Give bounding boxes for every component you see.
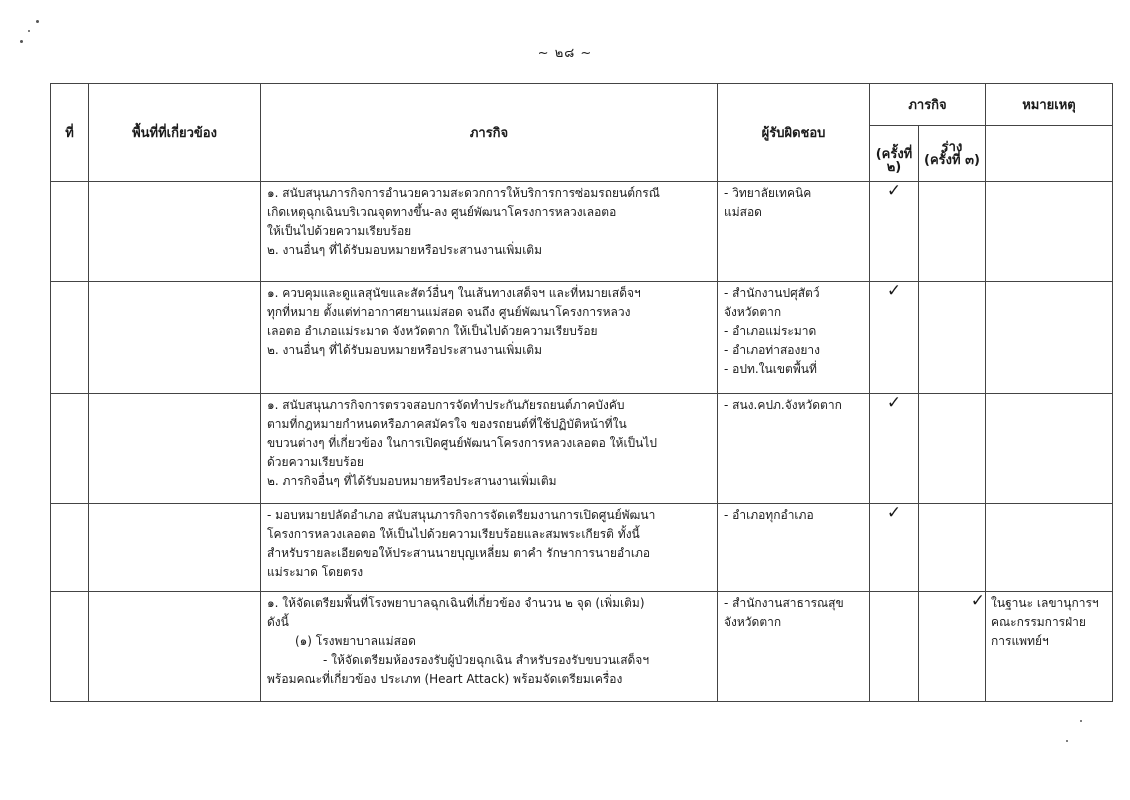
mission-line: ตามที่กฎหมายกำหนดหรือภาคสมัครใจ ของรถยนต์ที่ใช้ปฏิบัติหน้าที่ใน xyxy=(267,417,627,431)
mission-line: เลอตอ อำเภอแม่ระมาด จังหวัดตาก ให้เป็นไปด้วยความเรียบร้อย xyxy=(267,324,598,338)
mission-line: ๑. ให้จัดเตรียมพื้นที่โรงพยาบาลฉุกเฉินที่เกี่ยวข้อง จำนวน ๒ จุด (เพิ่มเติม) xyxy=(267,596,645,610)
cell-no xyxy=(51,592,89,702)
mission-line: ๒. ภารกิจอื่นๆ ที่ได้รับมอบหมายหรือประสานงานเพิ่มเติม xyxy=(267,474,557,488)
remark-line: การแพทย์ฯ xyxy=(991,634,1049,648)
mission-line: แม่ระมาด โดยตรง xyxy=(267,565,364,579)
cell-area xyxy=(89,282,261,394)
scan-speck xyxy=(36,20,39,23)
cell-responsible xyxy=(718,592,870,702)
scan-speck xyxy=(1066,740,1068,742)
table-row xyxy=(51,394,1113,504)
responsible-line: - วิทยาลัยเทคนิค xyxy=(724,186,812,200)
cell-round3 xyxy=(919,282,986,394)
cell-round2 xyxy=(870,282,919,394)
header-round3 xyxy=(919,126,986,182)
cell-area xyxy=(89,592,261,702)
responsible-line: - อปท.ในเขตพื้นที่ xyxy=(724,362,817,376)
cell-mission xyxy=(261,504,718,592)
mission-line: ดังนี้ xyxy=(267,615,289,629)
mission-line: สำหรับรายละเอียดขอให้ประสานนายบุญเหลี่ยม ตาคำ รักษาการนายอำเภอ xyxy=(267,546,651,560)
cell-mission xyxy=(261,182,718,282)
cell-round2 xyxy=(870,592,919,702)
cell-mission xyxy=(261,394,718,504)
header-mission-group: ภารกิจ xyxy=(870,84,986,126)
mission-line: ขบวนต่างๆ ที่เกี่ยวข้อง ในการเปิดศูนย์พัฒนาโครงการหลวงเลอตอ ให้เป็นไป xyxy=(267,436,658,450)
header-round2-label: (ครั้งที่ ๒) xyxy=(875,146,913,175)
remark-line: ในฐานะ เลขานุการฯ xyxy=(991,596,1099,610)
mission-line: ๑. สนับสนุนภารกิจการตรวจสอบการจัดทำประกันภัยรถยนต์ภาคบังคับ xyxy=(267,398,625,412)
responsible-line: จังหวัดตาก xyxy=(724,615,782,629)
scan-speck xyxy=(1080,720,1082,722)
cell-round3 xyxy=(919,592,986,702)
check-mark-icon: ✓ xyxy=(886,503,902,523)
cell-area xyxy=(89,394,261,504)
table-row xyxy=(51,504,1113,592)
remark-line: คณะกรรมการฝ่าย xyxy=(991,615,1086,629)
responsible-line: - อำเภอท่าสองยาง xyxy=(724,343,820,357)
header-remark-sub xyxy=(986,126,1113,182)
cell-remark xyxy=(986,282,1113,394)
scan-speck xyxy=(28,30,30,32)
header-round3-top: ร่าง xyxy=(941,139,963,155)
mission-line: - ให้จัดเตรียมห้องรองรับผู้ป่วยฉุกเฉิน สำหรับรองรับขบวนเสด็จฯ xyxy=(323,653,650,667)
cell-no xyxy=(51,182,89,282)
cell-responsible xyxy=(718,282,870,394)
cell-remark xyxy=(986,182,1113,282)
mission-line: ๒. งานอื่นๆ ที่ได้รับมอบหมายหรือประสานงานเพิ่มเติม xyxy=(267,343,542,357)
header-responsible: ผู้รับผิดชอบ xyxy=(718,84,870,182)
responsible-line: - สนง.คปภ.จังหวัดตาก xyxy=(724,398,842,412)
mission-line: ๑. ควบคุมและดูแลสุนัขและสัตว์อื่นๆ ในเส้นทางเสด็จฯ และที่หมายเสด็จฯ xyxy=(267,286,641,300)
mission-line: โครงการหลวงเลอตอ ให้เป็นไปด้วยความเรียบร้อยและสมพระเกียรติ ทั้งนี้ xyxy=(267,527,640,541)
check-mark-icon: ✓ xyxy=(886,181,902,201)
cell-mission xyxy=(261,592,718,702)
check-mark-icon: ✓ xyxy=(886,393,902,413)
table-row xyxy=(51,592,1113,702)
cell-round3 xyxy=(919,504,986,592)
cell-round2 xyxy=(870,394,919,504)
cell-responsible xyxy=(718,182,870,282)
cell-remark xyxy=(986,504,1113,592)
cell-area xyxy=(89,504,261,592)
header-mission: ภารกิจ xyxy=(261,84,718,182)
responsible-line: - สำนักงานปศุสัตว์ xyxy=(724,286,820,300)
table-row xyxy=(51,182,1113,282)
mission-line: ให้เป็นไปด้วยความเรียบร้อย xyxy=(267,224,412,238)
cell-no xyxy=(51,394,89,504)
cell-remark xyxy=(986,592,1113,702)
cell-no xyxy=(51,504,89,592)
cell-round2 xyxy=(870,182,919,282)
cell-round3 xyxy=(919,394,986,504)
check-mark-icon: ✓ xyxy=(970,591,985,611)
responsible-line: แม่สอด xyxy=(724,205,762,219)
mission-table xyxy=(50,83,1113,702)
header-round2 xyxy=(870,126,919,182)
header-remark: หมายเหตุ xyxy=(986,84,1113,126)
cell-mission xyxy=(261,282,718,394)
cell-remark xyxy=(986,394,1113,504)
cell-round3 xyxy=(919,182,986,282)
cell-round2 xyxy=(870,504,919,592)
header-round3-bottom: (ครั้งที่ ๓) xyxy=(924,152,980,168)
cell-responsible xyxy=(718,504,870,592)
header-area: พื้นที่ที่เกี่ยวข้อง xyxy=(89,84,261,182)
mission-line: ๒. งานอื่นๆ ที่ได้รับมอบหมายหรือประสานงานเพิ่มเติม xyxy=(267,243,542,257)
mission-line: - มอบหมายปลัดอำเภอ สนับสนุนภารกิจการจัดเตรียมงานการเปิดศูนย์พัฒนา xyxy=(267,508,656,522)
mission-line: เกิดเหตุฉุกเฉินบริเวณจุดทางขึ้น-ลง ศูนย์พัฒนาโครงการหลวงเลอตอ xyxy=(267,205,617,219)
mission-line: พร้อมคณะที่เกี่ยวข้อง ประเภท (Heart Attack) พร้อมจัดเตรียมเครื่อง xyxy=(267,672,623,686)
cell-responsible xyxy=(718,394,870,504)
cell-no xyxy=(51,282,89,394)
header-no: ที่ xyxy=(51,84,89,182)
check-mark-icon: ✓ xyxy=(886,281,902,301)
responsible-line: - สำนักงานสาธารณสุข xyxy=(724,596,844,610)
mission-line: ๑. สนับสนุนภารกิจการอำนวยความสะดวกการให้บริการการซ่อมรถยนต์กรณี xyxy=(267,186,660,200)
responsible-line: - อำเภอทุกอำเภอ xyxy=(724,508,814,522)
page-number: ~ ๒๘ ~ xyxy=(537,46,593,61)
mission-line: ด้วยความเรียบร้อย xyxy=(267,455,364,469)
cell-area xyxy=(89,182,261,282)
mission-line: (๑) โรงพยาบาลแม่สอด xyxy=(295,634,416,648)
mission-line: ทุกที่หมาย ตั้งแต่ท่าอากาศยานแม่สอด จนถึง ศูนย์พัฒนาโครงการหลวง xyxy=(267,305,631,319)
responsible-line: - อำเภอแม่ระมาด xyxy=(724,324,817,338)
responsible-line: จังหวัดตาก xyxy=(724,305,782,319)
table-row xyxy=(51,282,1113,394)
